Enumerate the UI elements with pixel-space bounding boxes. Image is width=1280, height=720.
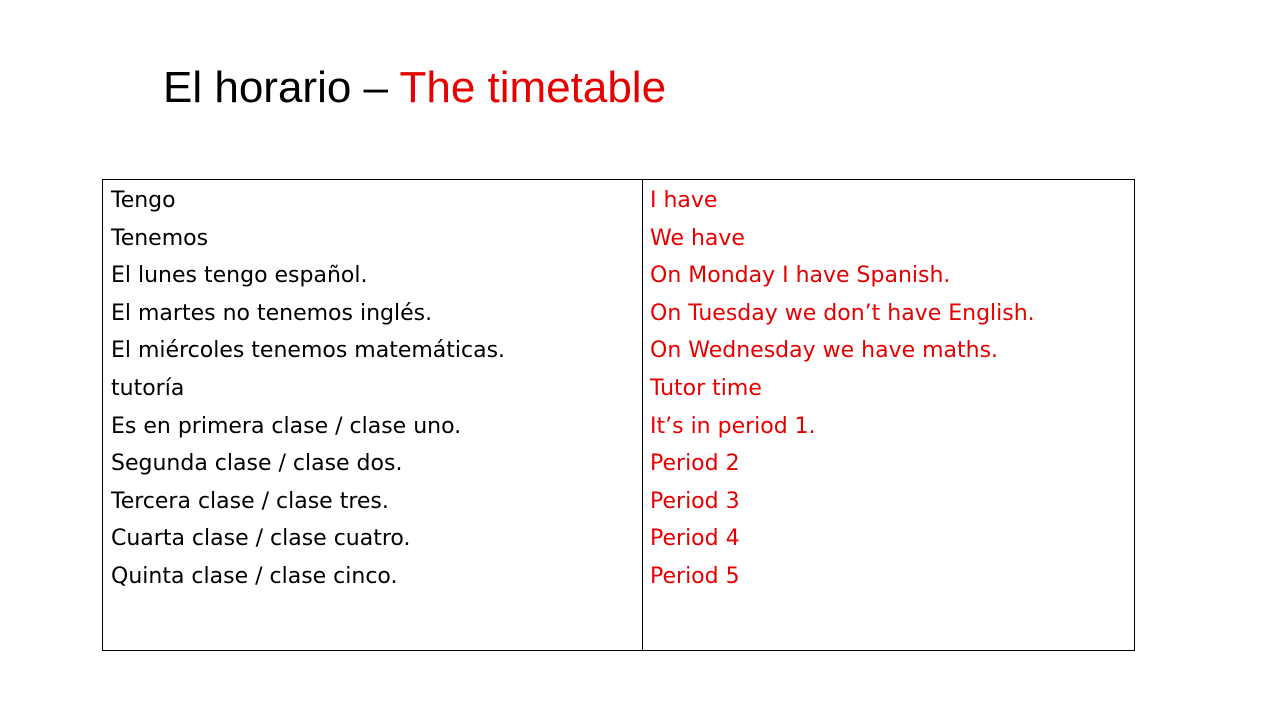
english-phrase: Period 5: [650, 563, 740, 589]
title-english: The timetable: [399, 63, 667, 112]
spanish-phrase: Segunda clase / clase dos.: [111, 451, 403, 477]
title-spanish: El horario: [163, 63, 352, 112]
english-phrase: On Wednesday we have maths.: [650, 338, 999, 364]
spanish-column: [103, 180, 643, 651]
spanish-phrase: Es en primera clase / clase uno.: [111, 413, 462, 439]
spanish-phrase: Cuarta clase / clase cuatro.: [111, 526, 411, 552]
english-phrase: Period 2: [650, 451, 740, 477]
english-phrase: I have: [650, 188, 718, 213]
title-separator: –: [363, 63, 389, 112]
english-phrase: We have: [650, 225, 745, 251]
spanish-phrase: El miércoles tenemos matemáticas.: [111, 338, 506, 364]
english-phrase: Period 4: [650, 526, 740, 552]
vocabulary-table: [102, 179, 1135, 651]
spanish-phrase: Quinta clase / clase cinco.: [111, 563, 398, 589]
spanish-phrase: El lunes tengo español.: [111, 263, 368, 289]
spanish-phrase: El martes no tenemos inglés.: [111, 300, 433, 326]
english-phrase: It’s in period 1.: [650, 413, 816, 439]
english-phrase: Tutor time: [650, 375, 762, 401]
spanish-phrase: Tenemos: [111, 225, 209, 251]
english-phrase: On Monday I have Spanish.: [650, 263, 951, 289]
spanish-phrase: Tengo: [111, 188, 176, 213]
english-phrase: Period 3: [650, 488, 740, 514]
spanish-phrase: tutoría: [111, 375, 185, 401]
slide-title: [163, 60, 666, 116]
spanish-phrase: Tercera clase / clase tres.: [111, 488, 389, 514]
english-column: [643, 180, 1135, 651]
english-phrase: On Tuesday we don’t have English.: [650, 300, 1035, 326]
table-row: [103, 180, 1135, 651]
